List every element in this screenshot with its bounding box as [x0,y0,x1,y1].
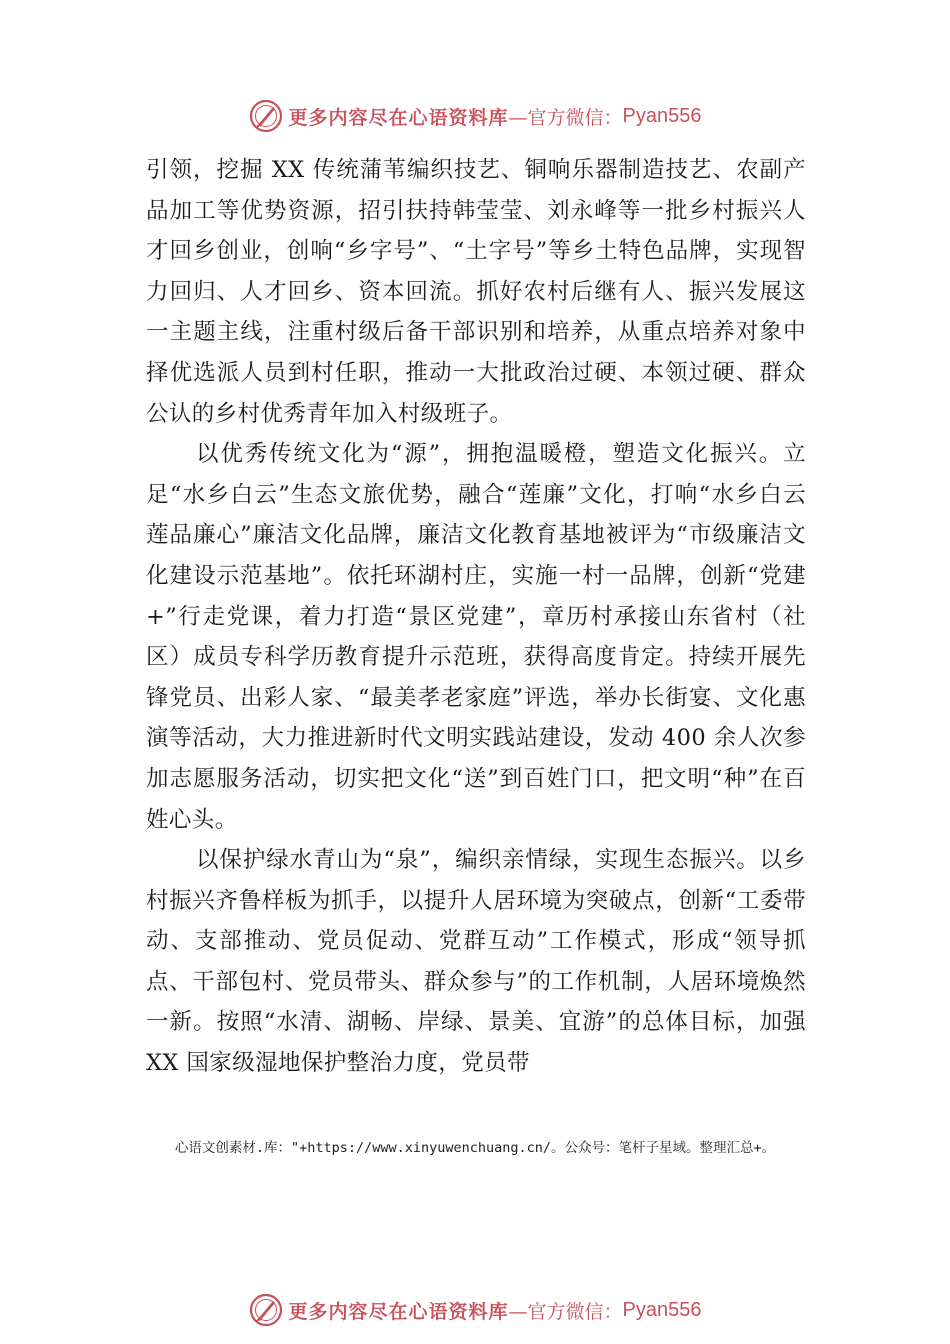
watermark-title: 更多内容尽在心语资料库 [288,106,509,129]
watermark-footer [0,1290,950,1330]
quill-seal-icon [249,99,283,133]
watermark-wechat-id: Pyan556 [622,104,702,127]
document-body [146,150,806,1084]
watermark-wechat-id: Pyan556 [622,1298,702,1321]
watermark-header [0,96,950,136]
watermark-label: —官方微信： [508,1300,623,1323]
watermark-label: —官方微信： [508,106,623,129]
paragraph-3: 以保护绿水青山为“泉”，编织亲情绿，实现生态振兴。以乡村振兴齐鲁样板为抓手，以提升人居环境为突破点，创新“工委带动、支部推动、党员促动、党群互动”工作模式，形成“领导抓点、干部包村、党员带头、群众参与”的工作机制，人居环境焕然一新。按照“水清、湖畅、岸绿、景美、宜游”的总体目标，加强 XX 国家级湿地保护整治力度，党员带 [146,847,806,1077]
quill-seal-icon [249,1293,283,1327]
paragraph-2: 以优秀传统文化为“源”，拥抱温暖橙，塑造文化振兴。立足“水乡白云”生态文旅优势，融合“莲廉”文化，打响“水乡白云 莲品廉心”廉洁文化品牌，廉洁文化教育基地被评为“市级廉洁文化建设示范基地”。依托环湖村庄，实施一村一品牌，创新“党建+”行走党课，着力打造“景区党建”，章历村承接山东省村（社区）成员专科学历教育提升示范班，获得高度肯定。持续开展先锋党员、出彩人家、“最美孝老家庭”评选，举办长街宴、文化惠演等活动，大力推进新时代文明实践站建设，发动 400 余人次参加志愿服务活动，切实把文化“送”到百姓门口，把文明“种”在百姓心头。 [146,441,806,833]
source-footer: 心语文创素材.库："+https://www.xinyuwenchuang.cn/。公众号：笔杆子星域。整理汇总+。 [174,1140,776,1156]
watermark-title: 更多内容尽在心语资料库 [288,1300,509,1323]
paragraph-1: 引领，挖掘 XX 传统蒲苇编织技艺、铜响乐器制造技艺、农副产品加工等优势资源，招引扶持韩莹莹、刘永峰等一批乡村振兴人才回乡创业，创响“乡字号”、“土字号”等乡土特色品牌，实现智力回归、人才回乡、资本回流。抓好农村后继有人、振兴发展这一主题主线，注重村级后备干部识别和培养，从重点培养对象中择优选派人员到村任职，推动一大批政治过硬、本领过硬、群众公认的乡村优秀青年加入村级班子。 [146,157,806,427]
